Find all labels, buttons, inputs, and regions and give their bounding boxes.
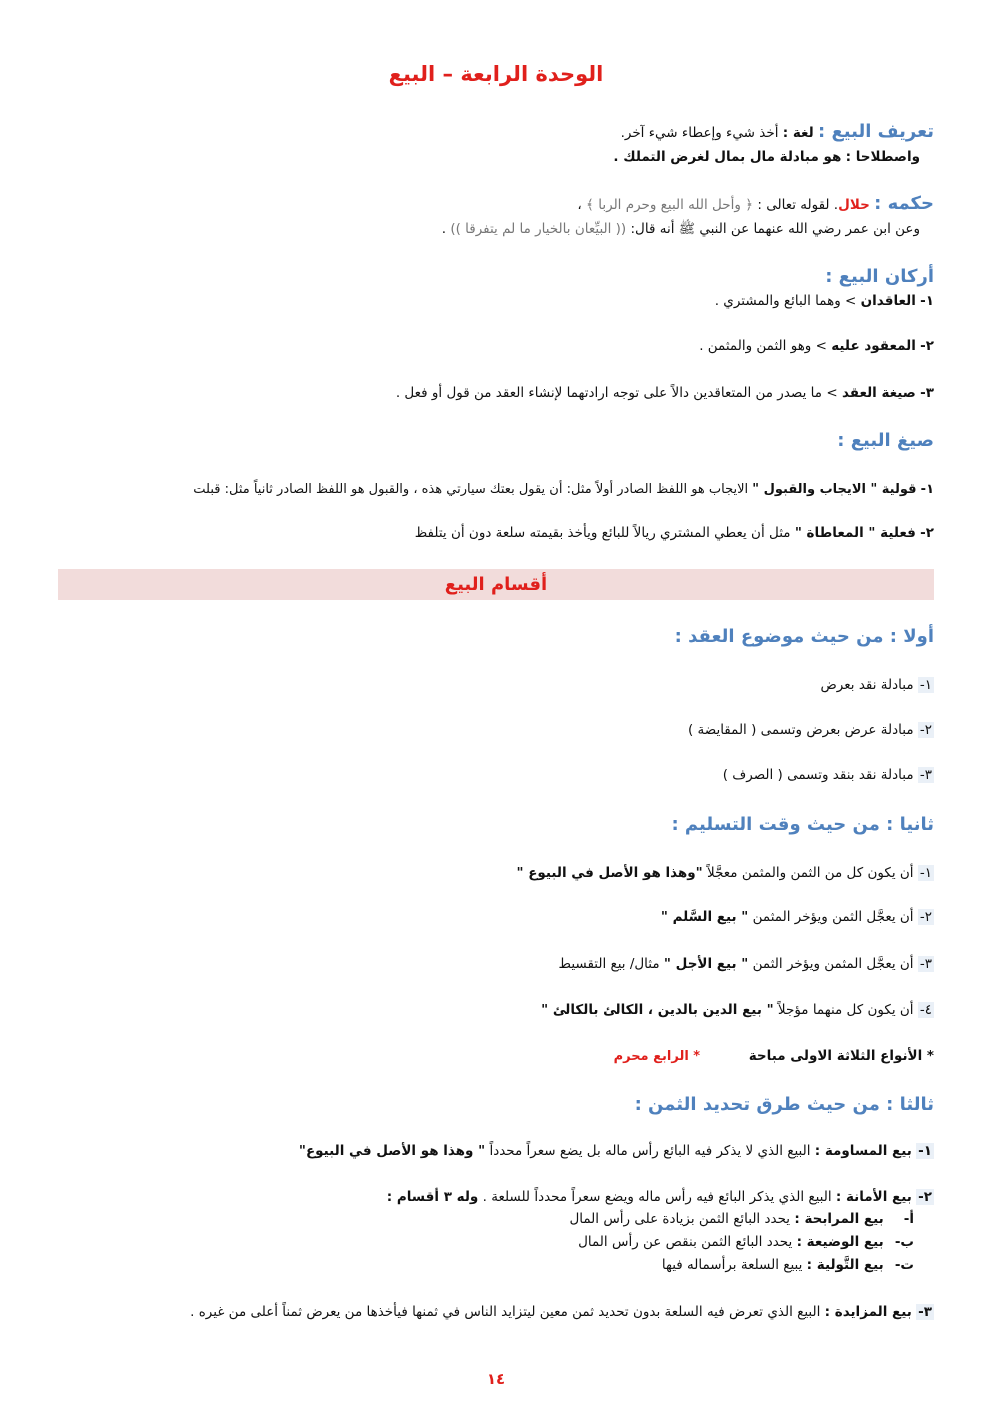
- forms-heading: صيغ البيع :: [837, 430, 934, 451]
- second-heading: ثانيا : من حيث وقت التسليم :: [671, 814, 934, 835]
- sub-letter: ت-: [894, 1257, 914, 1273]
- item-text: أن يعجَّل الثمن ويؤخر المثمن: [748, 909, 914, 925]
- pillar-item: [58, 292, 934, 311]
- item-text: أن يعجَّل المثمن ويؤخر الثمن: [748, 956, 914, 972]
- pillar-text: وهما البائع والمشتري .: [714, 293, 841, 309]
- pillar-text: ما يصدر من المتعاقدين دالاً على توجه ارادتهما لإنشاء العقد من قول أو فعل .: [395, 385, 823, 401]
- sub-item: [58, 1233, 934, 1252]
- definition-lang-text: أخذ شيء وإعطاء شيء آخر.: [620, 125, 779, 141]
- item-num: ١-: [918, 1143, 932, 1159]
- item-bold: "وهذا هو الأصل في البيوع ": [516, 865, 703, 881]
- pillar-label: المعقود عليه: [831, 338, 916, 354]
- list-item: [58, 908, 934, 927]
- form-text: الايجاب هو اللفظ الصادر أولاً مثل: أن يقول بعتك سيارتي هذه ، والقبول هو اللفظ الصادر ثانياً مثل: قبلت: [193, 482, 753, 497]
- item-bold: " بيع السَّلم ": [660, 909, 749, 925]
- item-label: بيع الأمانة :: [835, 1189, 912, 1205]
- item-text: مبادلة نقد بعرض: [820, 677, 914, 693]
- ruling-line1-end: ،: [577, 197, 587, 213]
- ruling-line2-text: وعن ابن عمر رضي الله عنهما عن النبي ﷺ أنه قال:: [626, 221, 920, 237]
- document-page: [58, 0, 934, 1403]
- item-num: ٢-: [919, 722, 932, 738]
- pillar-arrow: >: [811, 338, 832, 354]
- sub-item: [58, 1210, 934, 1229]
- item-num: ٢-: [918, 1189, 932, 1205]
- definition-heading: تعريف البيع :: [818, 121, 934, 142]
- form-num: ٢-: [920, 525, 934, 541]
- list-item: [58, 721, 934, 740]
- note-line: [58, 1047, 934, 1066]
- sub-text: يبيع السلعة برأسماله فيها: [661, 1257, 807, 1273]
- item-text: مبادلة نقد بنقد وتسمى ( الصرف ): [722, 767, 914, 783]
- item-text: أن يكون كل منهما مؤجلاً: [773, 1002, 914, 1018]
- ruling-hadith-line: [58, 220, 934, 239]
- item-text: البيع الذي تعرض فيه السلعة بدون تحديد ثمن معين ليتزايد الناس في ثمنها فيأخذها من يعرض ثمناً أعلى من غيره .: [190, 1304, 825, 1320]
- pillar-arrow: >: [840, 293, 861, 309]
- item-label: بيع المزايدة :: [824, 1304, 912, 1320]
- definition-lang-label: لغة :: [782, 125, 814, 141]
- sub-item: [58, 1256, 934, 1275]
- form-text: مثل أن يعطي المشتري ريالاً للبائع ويأخذ بقيمته سلعة دون أن يتلفظ: [414, 525, 795, 541]
- third-item: [58, 1188, 934, 1207]
- note-allowed: * الأنواع الثلاثة الاولى مباحة: [748, 1048, 934, 1064]
- item-label: بيع المساومة :: [814, 1143, 912, 1159]
- definition-line: [58, 122, 934, 143]
- pillar-label: صيغة العقد: [841, 385, 916, 401]
- unit-title: الوحدة الرابعة – البيع: [388, 62, 604, 86]
- item-after: مثال/ بيع التقسيط: [558, 956, 664, 972]
- third-heading: ثالثا : من حيث طرق تحديد الثمن :: [634, 1094, 934, 1115]
- third-item: [58, 1142, 934, 1161]
- pillar-num: ١-: [920, 293, 934, 309]
- ruling-heading: حكمه :: [874, 193, 934, 214]
- form-label: فعلية " المعاطاة ": [794, 525, 916, 541]
- list-item: [58, 1001, 934, 1020]
- pillar-num: ٣-: [920, 385, 934, 401]
- item-num: ٢-: [919, 909, 932, 925]
- item-bold: " وهذا هو الأصل في البيوع": [298, 1143, 486, 1159]
- item-text: مبادلة عرض بعرض وتسمى ( المقايضة ): [687, 722, 914, 738]
- sub-label: بيع التَّولية :: [806, 1257, 884, 1273]
- item-bold: " بيع الأجل ": [663, 956, 749, 972]
- form-item: [58, 480, 934, 499]
- item-num: ٤-: [919, 1002, 932, 1018]
- hadith-quote: (( البيِّعان بالخيار ما لم يتفرقا )): [450, 221, 627, 237]
- item-num: ١-: [919, 677, 932, 693]
- list-item: [58, 955, 934, 974]
- item-bold: " بيع الدين بالدين ، الكالئ بالكالئ ": [541, 1002, 774, 1018]
- page-number: ١٤: [486, 1370, 506, 1388]
- pillar-item: [58, 337, 934, 356]
- ruling-line: [58, 194, 934, 215]
- ruling-line2-end: .: [441, 221, 451, 237]
- pillar-arrow: >: [822, 385, 842, 401]
- sections-band: أقسام البيع: [58, 569, 934, 600]
- list-item: [58, 766, 934, 785]
- item-text: البيع الذي يذكر البائع فيه رأس ماله ويضع سعراً محدداً للسلعة .: [478, 1189, 836, 1205]
- sub-text: يحدد البائع الثمن بنقص عن رأس المال: [578, 1234, 797, 1250]
- third-item: [58, 1303, 934, 1322]
- form-item: [58, 524, 934, 543]
- quran-quote: ﴿ وأحل الله البيع وحرم الربا ﴾: [586, 197, 754, 213]
- sub-letter: ب-: [894, 1234, 914, 1250]
- definition-term-text: هو مبادلة مال بمال لغرض التملك .: [613, 149, 842, 165]
- sub-label: بيع المرابحة :: [794, 1211, 884, 1227]
- sub-text: يحدد البائع الثمن بزيادة على رأس المال: [569, 1211, 795, 1227]
- ruling-line1-text: . لقوله تعالى :: [753, 197, 839, 213]
- pillar-text: وهو الثمن والمثمن .: [699, 338, 812, 354]
- item-num: ٣-: [918, 1304, 932, 1320]
- item-bold: وله ٣ أقسام :: [386, 1189, 479, 1205]
- item-num: ٣-: [919, 956, 932, 972]
- note-forbidden: * الرابع محرم: [613, 1049, 701, 1064]
- list-item: [58, 864, 934, 883]
- definition-term-label: واصطلاحا :: [845, 149, 920, 165]
- item-num: ٣-: [919, 767, 932, 783]
- item-num: ١-: [919, 865, 932, 881]
- definition-term-line: [58, 148, 934, 167]
- item-text: أن يكون كل من الثمن والمثمن معجَّلاً: [702, 865, 914, 881]
- sub-label: بيع الوضيعة :: [796, 1234, 884, 1250]
- pillar-num: ٢-: [920, 338, 934, 354]
- sub-letter: أ-: [903, 1211, 914, 1227]
- ruling-value: حلال: [838, 197, 870, 213]
- pillar-label: العاقدان: [860, 293, 916, 309]
- first-heading: أولا : من حيث موضوع العقد :: [674, 626, 934, 647]
- pillars-heading: أركان البيع :: [825, 266, 934, 287]
- form-num: ١-: [920, 482, 934, 497]
- pillar-item: [58, 384, 934, 403]
- list-item: [58, 676, 934, 695]
- item-text: البيع الذي لا يذكر فيه البائع رأس ماله بل يضع سعراً محدداً: [485, 1143, 815, 1159]
- form-label: قولية " الايجاب والقبول ": [752, 482, 917, 497]
